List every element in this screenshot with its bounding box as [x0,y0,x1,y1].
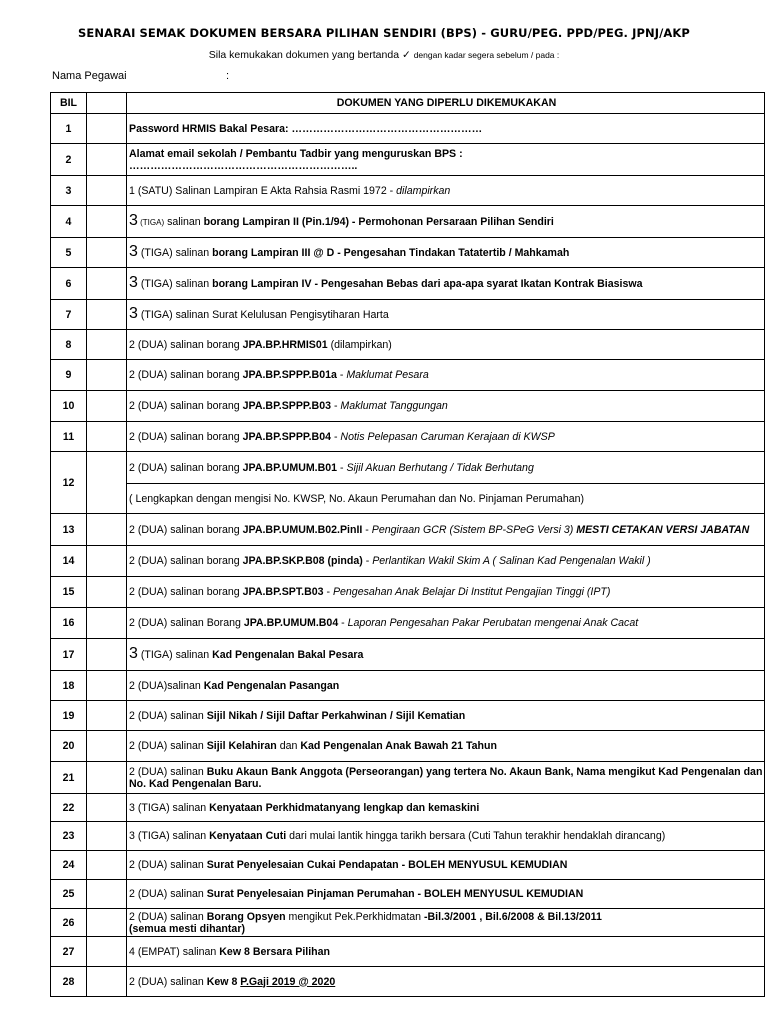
check-cell[interactable] [87,391,127,422]
check-cell[interactable] [87,114,127,144]
table-row [51,577,765,608]
row-number: 28 [51,967,87,997]
doc-text: (TIGA) salinan [137,247,213,259]
table-row [51,206,765,238]
instruction-deadline: dengan kadar segera sebelum / pada : [413,50,560,60]
check-cell[interactable] [87,176,127,206]
table-row [51,391,765,422]
doc-text: 2 (DUA) salinan borang [129,430,243,443]
doc-text: - [331,400,341,412]
doc-text: dilampirkan [396,184,451,197]
table-row [51,937,765,967]
document-cell [127,546,765,577]
row-number: 1 [51,114,87,144]
row-number: 3 [51,176,87,206]
doc-text: Kew 8 Bersara Pilihan [219,945,330,958]
doc-text: 3 (TIGA) salinan [129,830,210,842]
doc-text: borang Lampiran IV - Pengesahan Bebas dari apa-apa syarat Ikatan Kontrak Biasiswa [212,278,643,290]
document-cell [127,822,765,851]
document-cell [127,514,765,546]
doc-text: 2 (DUA) salinan [129,740,207,752]
check-cell[interactable] [87,238,127,268]
check-cell[interactable] [87,909,127,937]
table-row [51,360,765,391]
document-cell [127,909,765,937]
doc-text: - [337,461,347,474]
table-row [51,514,765,546]
row-number: 7 [51,300,87,330]
check-cell[interactable] [87,937,127,967]
table-header-row [51,93,765,114]
table-row [51,238,765,268]
doc-text: Notis Pelepasan Caruman Kerajaan di KWSP [340,430,555,443]
doc-text: 3 [129,274,138,291]
doc-text: 2 (DUA) salinan [129,910,207,923]
check-cell[interactable] [87,268,127,300]
table-row [51,880,765,909]
doc-text: salinan [164,215,204,228]
table-row [51,822,765,851]
table-row [51,762,765,794]
doc-text: (dilampirkan) [327,338,392,351]
doc-text: Pengiraan GCR (Sistem BP-SPeG Versi 3) [371,523,577,536]
row-number: 20 [51,731,87,762]
doc-text: -Bil.3/2001 , Bil.6/2008 & Bil.13/2011 [424,910,602,923]
row-number: 17 [51,639,87,671]
document-cell [127,422,765,452]
doc-text: 2 (DUA) salinan borang [129,586,243,598]
employee-name-label: Nama Pegawai [52,70,127,82]
row-number: 9 [51,360,87,391]
table-row [51,422,765,452]
table-row [51,608,765,639]
row-number: 24 [51,851,87,880]
doc-text: 2 (DUA) salinan [129,709,207,722]
doc-text: 2 (DUA) salinan [129,859,207,871]
doc-text: - [362,523,372,536]
doc-text: - [336,369,347,381]
table-row [51,851,765,880]
doc-text: Kad Pengenalan Bakal Pesara [212,649,364,661]
row-number: 18 [51,671,87,701]
check-cell[interactable] [87,794,127,822]
check-cell[interactable] [87,671,127,701]
document-cell [127,206,765,238]
row-number: 23 [51,822,87,851]
row-number: 12 [51,452,87,514]
check-cell[interactable] [87,731,127,762]
doc-text: - [331,430,341,443]
document-cell [127,608,765,639]
check-cell[interactable] [87,762,127,794]
document-cell [127,452,765,484]
doc-text: Perlantikan Wakil Skim A ( Salinan Kad Pengenalan Wakil ) [372,555,651,567]
doc-text: Maklumat Tanggungan [340,400,448,412]
check-cell[interactable] [87,851,127,880]
document-cell [127,144,765,176]
document-cell [127,794,765,822]
table-row [51,731,765,762]
header-document: DOKUMEN YANG DIPERLU DIKEMUKAKAN [127,93,765,114]
doc-text: 2 (DUA) salinan borang [129,523,243,536]
doc-text: (TIGA) salinan Surat Kelulusan Pengisytiharan Harta [137,309,389,321]
doc-text: 3 [129,243,138,260]
doc-text: Kenyataan Perkhidmatanyang lengkap dan kemaskini [209,801,480,814]
document-cell [127,577,765,608]
doc-text: (TIGA) salinan [137,278,213,290]
doc-text: JPA.BP.UMUM.B01 [242,461,338,474]
check-cell[interactable] [87,639,127,671]
doc-text: - [338,617,348,629]
doc-text: P.Gaji 2019 @ 2020 [240,975,336,988]
employee-name-colon: : [226,70,230,82]
table-row [51,144,765,176]
row-number: 10 [51,391,87,422]
doc-text: 2 (DUA) salinan borang [129,555,243,567]
table-row [51,484,765,514]
doc-text: 4 (EMPAT) salinan [129,945,220,958]
instruction-text: Sila kemukakan dokumen yang bertanda [208,49,400,61]
doc-text: ……………………………………………………….. [129,159,358,172]
doc-text: Alamat email sekolah / Pembantu Tadbir yang menguruskan BPS : [129,147,463,160]
row-number: 15 [51,577,87,608]
doc-text: 1 (SATU) Salinan Lampiran E Akta Rahsia Rasmi 1972 - [129,184,397,197]
check-cell[interactable] [87,546,127,577]
check-cell[interactable] [87,608,127,639]
check-cell[interactable] [87,701,127,731]
table-row [51,546,765,577]
document-cell [127,114,765,144]
doc-text: 2 (DUA) salinan [129,765,207,778]
row-number: 22 [51,794,87,822]
doc-note: (semua mesti dihantar) [129,922,245,935]
doc-text: Sijil Nikah / Sijil Daftar Perkahwinan / Sijil Kematian [206,709,466,722]
document-cell [127,967,765,997]
row-number: 6 [51,268,87,300]
doc-text: 2 (DUA)salinan [129,679,204,692]
document-cell [127,360,765,391]
check-cell[interactable] [87,452,127,514]
document-cell [127,300,765,330]
row-number: 11 [51,422,87,452]
doc-text: 2 (DUA) salinan borang [129,461,243,474]
doc-text: JPA.BP.SPT.B03 [242,586,324,598]
doc-text: Borang Opsyen [206,910,286,923]
doc-text: Kenyataan Cuti [209,830,287,842]
doc-text: 2 (DUA) salinan Borang [129,617,244,629]
doc-text: mengikut Pek.Perkhidmatan [285,910,424,923]
table-row [51,967,765,997]
doc-text: dan [276,740,301,752]
table-row [51,268,765,300]
check-cell[interactable] [87,144,127,176]
doc-text: Laporan Pengesahan Pakar Perubatan mengenai Anak Cacat [347,617,639,629]
table-row [51,671,765,701]
doc-text: Kew 8 [206,975,241,988]
doc-text: 3 [129,211,138,229]
table-row [51,452,765,484]
doc-text: JPA.BP.SPPP.B01a [242,369,337,381]
document-cell [127,731,765,762]
document-title: SENARAI SEMAK DOKUMEN BERSARA PILIHAN SENDIRI (BPS) - GURU/PEG. PPD/PEG. JPNJ/AKP [78,26,690,40]
row-number: 27 [51,937,87,967]
doc-text: Sijil Kelahiran [206,740,277,752]
check-cell[interactable] [87,577,127,608]
doc-text: JPA.BP.UMUM.B04 [243,617,339,629]
check-cell[interactable] [87,300,127,330]
doc-text: Surat Penyelesaian Cukai Pendapatan - BOLEH MENYUSUL KEMUDIAN [206,859,568,871]
doc-text: (TIGA) [137,217,165,227]
doc-text: (TIGA) salinan [137,649,213,661]
document-cell [127,391,765,422]
doc-text: JPA.BP.UMUM.B02.PinII [242,523,363,536]
doc-text: Buku Akaun Bank Anggota (Perseorangan) yang tertera No. Akaun Bank, Nama mengikut Kad Pengenalan dan No. Kad Pengenalan Baru. [129,765,763,790]
doc-text: MESTI CETAKAN VERSI JABATAN [576,523,750,536]
document-cell [127,330,765,360]
doc-text: 3 (TIGA) salinan [129,801,210,814]
doc-text: Sijil Akuan Berhutang / Tidak Berhutang [346,461,534,474]
document-cell [127,268,765,300]
document-cell [127,762,765,794]
document-cell [127,639,765,671]
header-bil: BIL [51,93,87,114]
doc-text: 2 (DUA) salinan borang [129,338,243,351]
doc-text: 3 [129,645,138,662]
employee-name-field [52,70,230,82]
check-cell[interactable] [87,514,127,546]
doc-text: 2 (DUA) salinan [129,888,207,900]
doc-text: JPA.BP.HRMIS01 [242,338,328,351]
table-row [51,794,765,822]
doc-text: Pengesahan Anak Belajar Di Institut Pengajian Tinggi (IPT) [332,586,611,598]
checkmark-icon: ✓ [401,49,411,61]
table-row [51,701,765,731]
row-number: 5 [51,238,87,268]
table-row [51,300,765,330]
doc-text: 2 (DUA) salinan borang [129,369,243,381]
row-number: 16 [51,608,87,639]
document-cell [127,880,765,909]
doc-text: borang Lampiran II (Pin.1/94) - Permohonan Persaraan Pilihan Sendiri [203,215,554,228]
row-number: 8 [51,330,87,360]
check-cell[interactable] [87,422,127,452]
check-cell[interactable] [87,206,127,238]
table-row [51,909,765,937]
table-row [51,330,765,360]
document-cell [127,484,765,514]
doc-text: - [323,586,333,598]
doc-text: Kad Pengenalan Pasangan [203,679,340,692]
doc-text: JPA.BP.SKP.B08 (pinda) [242,555,363,567]
table-row [51,176,765,206]
doc-text: - [362,555,373,567]
doc-text: 2 (DUA) salinan [129,975,207,988]
check-cell[interactable] [87,967,127,997]
row-number: 19 [51,701,87,731]
row-number: 4 [51,206,87,238]
check-cell[interactable] [87,880,127,909]
document-cell [127,937,765,967]
doc-text: Password HRMIS Bakal Pesara: ……………………………………………… [129,122,483,135]
row-number: 13 [51,514,87,546]
doc-text: dari mulai lantik hingga tarikh bersara (Cuti Tahun terakhir hendaklah dirancang) [286,830,666,842]
doc-text: 3 [129,305,138,322]
check-cell[interactable] [87,822,127,851]
doc-text: 2 (DUA) salinan borang [129,400,243,412]
doc-text: JPA.BP.SPPP.B04 [242,430,331,443]
document-instruction [0,49,768,61]
document-cell [127,176,765,206]
header-check-column [87,93,127,114]
doc-text: borang Lampiran III @ D - Pengesahan Tindakan Tatatertib / Mahkamah [212,247,570,259]
table-row [51,114,765,144]
doc-note: ( Lengkapkan dengan mengisi No. KWSP, No. Akaun Perumahan dan No. Pinjaman Perumahan) [129,492,585,505]
doc-text: JPA.BP.SPPP.B03 [242,400,331,412]
row-number: 26 [51,909,87,937]
document-cell [127,238,765,268]
row-number: 21 [51,762,87,794]
checklist-table [50,92,765,997]
doc-text: Maklumat Pesara [346,369,429,381]
row-number: 2 [51,144,87,176]
doc-text: Surat Penyelesaian Pinjaman Perumahan - BOLEH MENYUSUL KEMUDIAN [206,888,584,900]
document-cell [127,701,765,731]
check-cell[interactable] [87,360,127,391]
row-number: 25 [51,880,87,909]
row-number: 14 [51,546,87,577]
document-cell [127,671,765,701]
table-row [51,639,765,671]
doc-text: Kad Pengenalan Anak Bawah 21 Tahun [300,740,497,752]
document-cell [127,851,765,880]
check-cell[interactable] [87,330,127,360]
